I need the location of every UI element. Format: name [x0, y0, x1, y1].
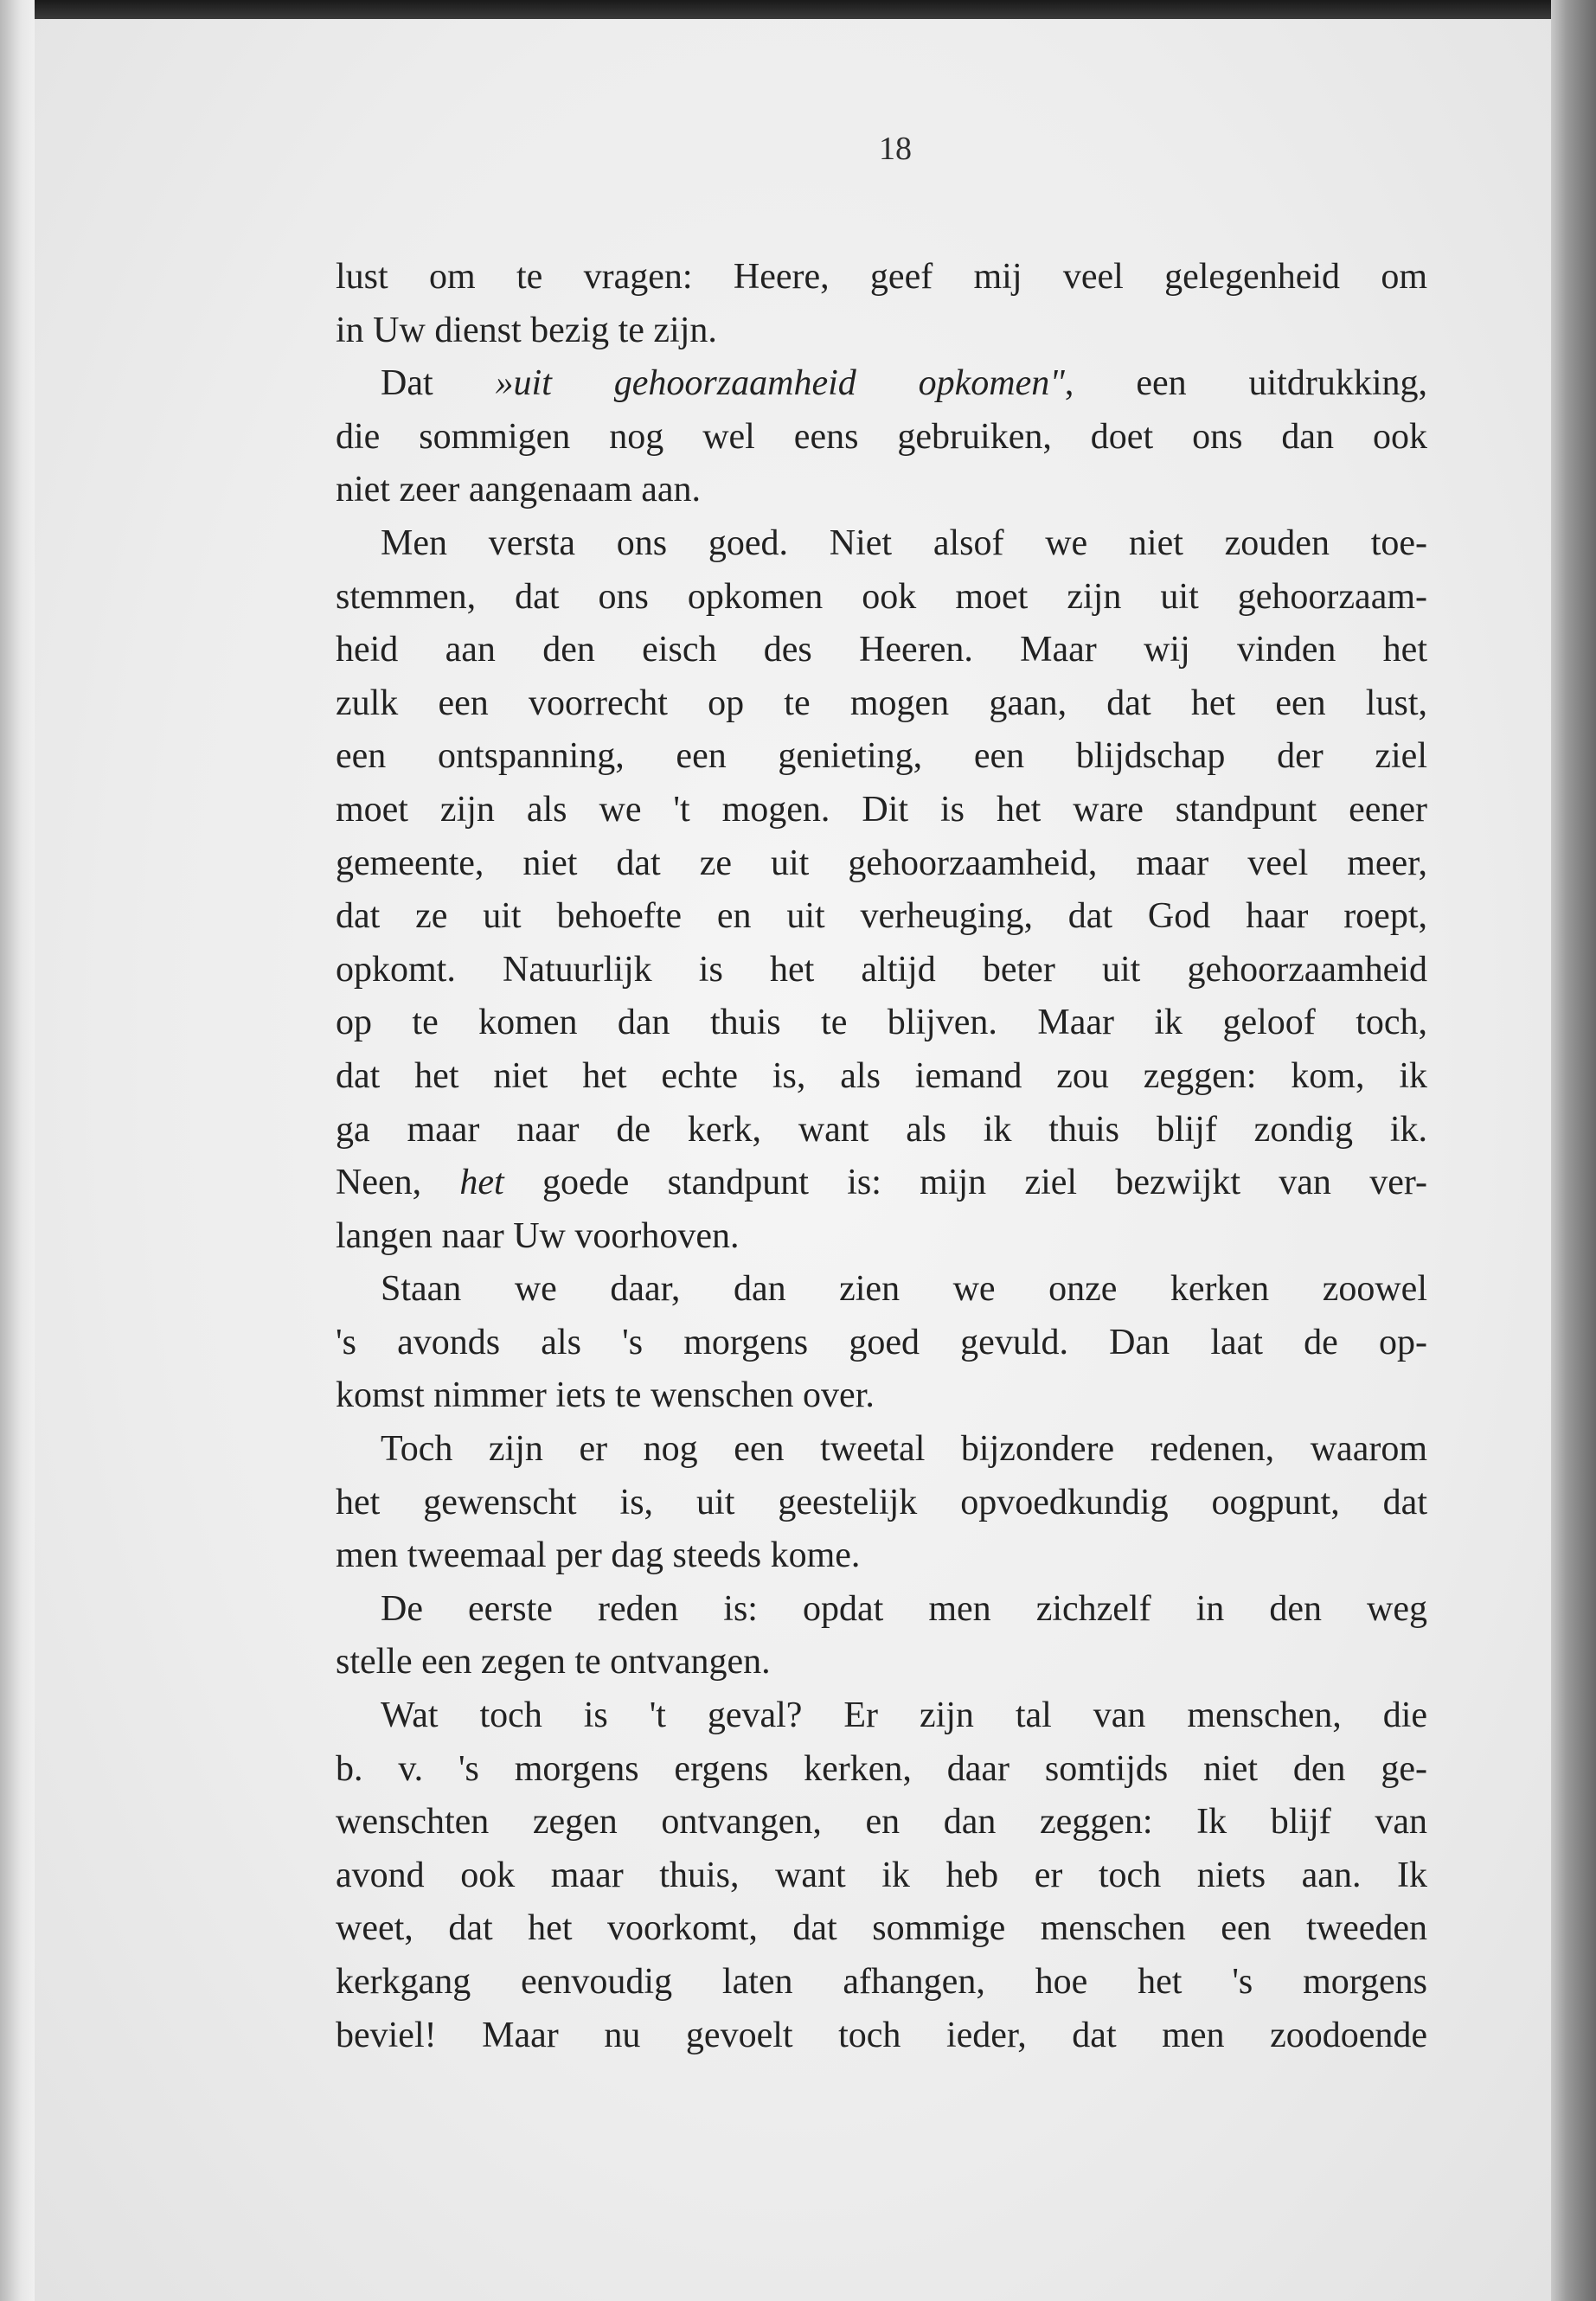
page-left-edge [0, 0, 35, 2301]
book-spine-edge [1551, 0, 1596, 2301]
text-line: een ontspanning, een genieting, een blijdschap der ziel [336, 736, 1427, 777]
text-line: zulk een voorrecht op te mogen gaan, dat het een lust, [336, 683, 1427, 723]
text-line: moet zijn als we 't mogen. Dit is het ware standpunt eener [336, 789, 1427, 830]
text-line: lust om te vragen: Heere, geef mij veel gelegenheid om [336, 257, 1427, 297]
text-segment: Dat [381, 363, 496, 404]
text-line: men tweemaal per dag steeds kome. [336, 1535, 861, 1576]
text-line: dat het niet het echte is, als iemand zou zeggen: kom, ik [336, 1055, 1427, 1096]
text-line: heid aan den eisch des Heeren. Maar wij vinden het [336, 630, 1427, 670]
text-line: stemmen, dat ons opkomen ook moet zijn uit gehoorzaam- [336, 576, 1427, 617]
italic-segment: het [459, 1163, 504, 1203]
text-line: stelle een zegen te ontvangen. [336, 1642, 771, 1682]
italic-segment: »uit gehoorzaamheid opkomen" [495, 363, 1065, 404]
text-line: Toch zijn er nog een tweetal bijzondere redenen, waarom [381, 1429, 1427, 1470]
text-line [336, 1157, 1427, 1210]
text-line: in Uw dienst bezig te zijn. [336, 310, 717, 350]
text-line: wenschten zegen ontvangen, en dan zeggen: Ik blijf van [336, 1802, 1427, 1843]
text-line: 's avonds als 's morgens goed gevuld. Dan laat de op- [336, 1322, 1427, 1362]
text-line: weet, dat het voorkomt, dat sommige menschen een tweeden [336, 1908, 1427, 1949]
text-line: komst nimmer iets te wenschen over. [336, 1375, 875, 1416]
text-line: die sommigen nog wel eens gebruiken, doet ons dan ook [336, 416, 1427, 457]
body-text [336, 251, 1427, 2062]
text-line: opkomt. Natuurlijk is het altijd beter uit gehoorzaamheid [336, 949, 1427, 990]
text-line: dat ze uit behoefte en uit verheuging, dat God haar roept, [336, 896, 1427, 937]
text-line: gemeente, niet dat ze uit gehoorzaamheid, maar veel meer, [336, 843, 1427, 883]
text-line: Wat toch is 't geval? Er zijn tal van menschen, die [381, 1695, 1427, 1736]
text-line [336, 357, 1427, 411]
text-line: langen naar Uw voorhoven. [336, 1215, 740, 1256]
text-line: De eerste reden is: opdat men zichzelf in den weg [381, 1588, 1427, 1629]
text-line: het gewenscht is, uit geestelijk opvoedkundig oogpunt, dat [336, 1482, 1427, 1522]
text-line: Men versta ons goed. Niet alsof we niet zouden toe- [381, 522, 1427, 563]
scan-top-border [0, 0, 1596, 19]
text-segment: Neen, [336, 1163, 460, 1203]
text-segment: goede standpunt is: mijn ziel bezwijkt van ver- [503, 1163, 1427, 1203]
page-number: 18 [879, 131, 912, 167]
text-line: kerkgang eenvoudig laten afhangen, hoe het 's morgens [336, 1962, 1427, 2002]
text-line: b. v. 's morgens ergens kerken, daar somtijds niet den ge- [336, 1748, 1427, 1789]
text-line: Staan we daar, dan zien we onze kerken zoowel [381, 1269, 1427, 1310]
text-line: avond ook maar thuis, want ik heb er toch niets aan. Ik [336, 1855, 1427, 1895]
text-line: beviel! Maar nu gevoelt toch ieder, dat men zoodoende [336, 2015, 1427, 2055]
text-line: ga maar naar de kerk, want als ik thuis blijf zondig ik. [336, 1109, 1427, 1150]
text-line: niet zeer aangenaam aan. [336, 470, 702, 510]
text-segment: , een uitdrukking, [1064, 363, 1427, 404]
text-line: op te komen dan thuis te blijven. Maar ik geloof toch, [336, 1003, 1427, 1043]
